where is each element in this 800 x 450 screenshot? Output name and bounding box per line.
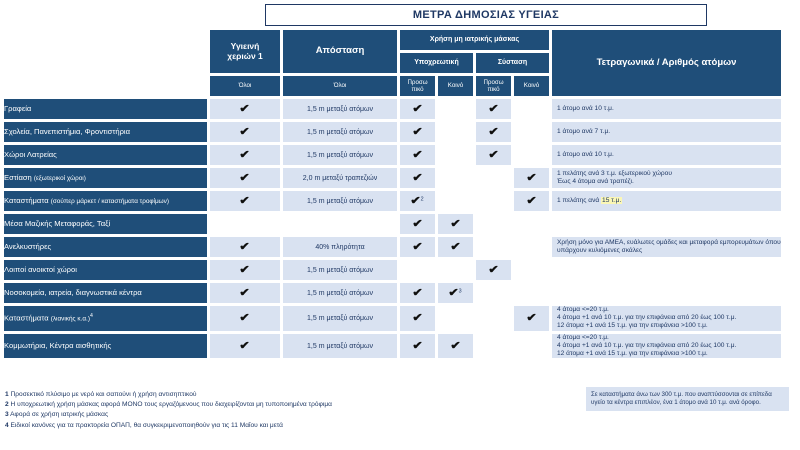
- row-label-sub: (εξωτερικοί χώροι): [33, 174, 86, 182]
- cell-mask-mandatory-public: [437, 121, 474, 143]
- cell-mask-mandatory-staff: [399, 282, 436, 304]
- row-label-text: Εστίαση: [4, 172, 32, 182]
- check-icon: ✔: [239, 102, 251, 115]
- cell-mask-recommend-public: [513, 333, 550, 360]
- cell-mask-recommend-staff: [475, 259, 512, 281]
- cell-mask-recommend-staff: [475, 144, 512, 166]
- cell-distance-text: 1,5 m μεταξύ ατόμων: [307, 289, 373, 297]
- table-header-row-1: [3, 29, 782, 51]
- cell-distance-text: 1,5 m μεταξύ ατόμων: [307, 151, 373, 159]
- check-icon: ✔: [526, 311, 537, 324]
- cell-area-persons: [551, 333, 782, 360]
- table-row: [3, 190, 782, 212]
- cell-area-persons: [551, 213, 782, 235]
- row-label: [3, 167, 208, 189]
- check-icon: ✔: [239, 339, 251, 352]
- cell-distance: [282, 98, 398, 120]
- row-label-text: Γραφεία: [4, 103, 32, 113]
- row-label-sub: (σούπερ μάρκετ / καταστήματα τροφίμων): [50, 197, 169, 205]
- cell-distance-text: 1,5 m μεταξύ ατόμων: [307, 197, 373, 205]
- cell-mask-mandatory-staff: [399, 167, 436, 189]
- check-icon: ✔: [450, 339, 461, 352]
- check-icon: ✔: [412, 240, 423, 253]
- check-icon: ✔: [239, 286, 251, 299]
- table-row: [3, 282, 782, 304]
- header-distance: Απόσταση: [282, 29, 398, 74]
- cell-mask-mandatory-staff: [399, 213, 436, 235]
- footnote-number: 4: [5, 421, 9, 429]
- cell-distance-text: 40% πληρότητα: [315, 243, 365, 251]
- cell-distance-text: 1,5 m μεταξύ ατόμων: [307, 342, 373, 350]
- cell-distance: [282, 259, 398, 281]
- measures-table: [2, 28, 783, 360]
- cell-distance: [282, 236, 398, 258]
- cell-hand-hygiene: [209, 121, 281, 143]
- page-title: [265, 4, 707, 26]
- footnote: [5, 421, 565, 431]
- cell-mask-mandatory-public: [437, 333, 474, 360]
- cell-area-line: 12 άτομα +1 ανά 15 τ.μ. για την επιφάνεια >100 τ.μ.: [557, 322, 708, 330]
- cell-area-line: 1 άτομο ανά 10 τ.μ.: [557, 104, 614, 112]
- cell-mask-mandatory-public: [437, 213, 474, 235]
- cell-hand-hygiene: [209, 144, 281, 166]
- header-sub-mandatory-staff-l1: Προσω: [407, 78, 428, 86]
- cell-mask-mandatory-staff: [399, 305, 436, 332]
- header-mask-mandatory: Υποχρεωτική: [399, 52, 474, 74]
- cell-mask-recommend-public: [513, 282, 550, 304]
- table-row: [3, 121, 782, 143]
- check-icon: ✔: [239, 194, 251, 207]
- measures-table-body: [3, 98, 782, 359]
- row-label-text: Κομμωτήρια, Κέντρα αισθητικής: [4, 340, 112, 350]
- cell-hand-hygiene: [209, 305, 281, 332]
- header-hand-hygiene-line1: Υγιεινή: [230, 40, 260, 51]
- cell-distance-text: 1,5 m μεταξύ ατόμων: [307, 128, 373, 136]
- cell-area-persons: [551, 305, 782, 332]
- check-icon: ✔: [412, 148, 423, 161]
- cell-distance: [282, 305, 398, 332]
- cell-area-line: 1 πελάτης ανά 15 τ.μ.: [557, 196, 622, 204]
- row-label: [3, 190, 208, 212]
- cell-mask-mandatory-public: [437, 144, 474, 166]
- cell-mask-mandatory-staff: [399, 259, 436, 281]
- cell-mask-mandatory-public: [437, 190, 474, 212]
- table-row: [3, 236, 782, 258]
- check-icon: ✔: [450, 240, 461, 253]
- row-label: [3, 98, 208, 120]
- check-icon: ✔: [450, 217, 461, 230]
- footnote-text: Η υποχρεωτική χρήση μάσκας αφορά ΜΟΝΟ τους εργαζόμενους που διαχειρίζονται μη τυποποιημένα τρόφιμα: [10, 401, 332, 409]
- cell-mask-mandatory-staff: [399, 144, 436, 166]
- cell-area-persons: [551, 167, 782, 189]
- cell-mask-recommend-staff: [475, 190, 512, 212]
- check-icon: ✔: [488, 263, 499, 276]
- cell-mask-recommend-public: [513, 190, 550, 212]
- header-sub-recommend-staff: [475, 75, 512, 97]
- check-icon: ✔: [239, 240, 251, 253]
- check-icon: ✔: [412, 286, 423, 299]
- side-note-text: Σε καταστήματα άνω των 300 τ.μ. που αναπτύσσονται σε επίπεδα υγείο τα κέντρα επιπλέον, ένα 1 άτομο ανά 10 τ.μ. ανά όροφο.: [591, 391, 772, 407]
- header-sub-mandatory-public: Κοινό: [437, 75, 474, 97]
- cell-hand-hygiene: [209, 282, 281, 304]
- cell-area-line: Χρήση μόνο για ΑΜΕΑ, ευάλωτες ομάδες και μεταφορά εμπορευμάτων όπου υπάρχουν κυλιόμενες σκάλες: [557, 238, 781, 254]
- cell-mask-recommend-public: [513, 259, 550, 281]
- cell-mask-mandatory-staff: [399, 190, 436, 212]
- cell-area-line: 1 άτομο ανά 10 τ.μ.: [557, 150, 614, 158]
- row-label-text: Σχολεία, Πανεπιστήμια, Φροντιστήρια: [4, 126, 130, 136]
- cell-distance: [282, 213, 398, 235]
- cell-mask-recommend-staff: [475, 236, 512, 258]
- cell-mask-recommend-staff: [475, 282, 512, 304]
- header-sub-mandatory-staff-l2: πικό: [411, 86, 424, 93]
- cell-area-persons: [551, 282, 782, 304]
- cell-mask-recommend-staff: [475, 333, 512, 360]
- cell-hand-hygiene: [209, 98, 281, 120]
- table-row: [3, 98, 782, 120]
- check-icon: ✔: [412, 102, 423, 115]
- footnote: [5, 390, 565, 400]
- cell-hand-hygiene: [209, 213, 281, 235]
- cell-distance-text: 1,5 m μεταξύ ατόμων: [307, 314, 373, 322]
- check-icon: ✔: [412, 171, 423, 184]
- cell-hand-hygiene: [209, 259, 281, 281]
- row-label-text: Καταστήματα: [4, 195, 49, 205]
- cell-area-persons: [551, 190, 782, 212]
- cell-distance: [282, 144, 398, 166]
- row-label: [3, 333, 208, 360]
- row-label: [3, 121, 208, 143]
- header-sub-mandatory-staff: [399, 75, 436, 97]
- row-label-text: Νοσοκομεία, ιατρεία, διαγνωστικά κέντρα: [4, 287, 142, 297]
- cell-distance-text: 2,0 m μεταξύ τραπεζιών: [302, 174, 378, 182]
- row-label: [3, 305, 208, 332]
- cell-hand-hygiene: [209, 236, 281, 258]
- cell-mask-mandatory-staff: [399, 236, 436, 258]
- cell-area-line: 12 άτομα +1 ανά 15 τ.μ. για την επιφάνεια >100 τ.μ.: [557, 350, 708, 358]
- check-icon: ✔: [239, 311, 251, 324]
- table-row: [3, 213, 782, 235]
- row-label-text: Καταστήματα: [4, 313, 49, 323]
- row-label-text: Ανελκυστήρες: [4, 241, 52, 251]
- cell-mask-recommend-staff: [475, 121, 512, 143]
- row-label-note: 4: [89, 312, 93, 319]
- check-icon: ✔: [412, 311, 423, 324]
- check-icon: ✔: [410, 194, 422, 207]
- cell-mask-mandatory-staff: [399, 98, 436, 120]
- cell-hand-hygiene: [209, 167, 281, 189]
- cell-mask-mandatory-staff: [399, 121, 436, 143]
- check-icon: ✔: [239, 125, 251, 138]
- check-icon: ✔: [412, 217, 423, 230]
- cell-mask-recommend-public: [513, 167, 550, 189]
- cell-area-line: 1 άτομο ανά 7 τ.μ.: [557, 127, 611, 135]
- check-icon: ✔: [412, 339, 423, 352]
- table-row: [3, 167, 782, 189]
- footnote-number: 3: [5, 411, 9, 419]
- cell-distance: [282, 167, 398, 189]
- check-icon: ✔: [239, 171, 251, 184]
- header-sub-distance-all: Όλοι: [282, 75, 398, 97]
- cell-hand-hygiene: [209, 190, 281, 212]
- table-row: [3, 259, 782, 281]
- table-row: [3, 333, 782, 360]
- header-area-persons: Τετραγωνικά / Αριθμός ατόμων: [551, 29, 782, 97]
- header-corner-spacer: [3, 29, 208, 51]
- cell-distance-text: 1,5 m μεταξύ ατόμων: [307, 105, 373, 113]
- row-label: [3, 144, 208, 166]
- cell-area-line: 1 πελάτης ανά 3 τ.μ. εξωτερικού χώρου: [557, 169, 672, 177]
- check-note: 3: [458, 288, 462, 295]
- cell-mask-recommend-public: [513, 144, 550, 166]
- footnote-text: Ειδικοί κανόνες για τα πρακτορεία ΟΠΑΠ, θα συγκεκριμενοποιηθούν για τις 11 Μαΐου και μετά: [10, 421, 283, 429]
- row-label-sub: (λιανικής κ.α.): [50, 315, 90, 323]
- cell-mask-mandatory-staff: [399, 333, 436, 360]
- cell-distance: [282, 282, 398, 304]
- header-mask-recommended: Σύσταση: [475, 52, 550, 74]
- cell-mask-mandatory-public: [437, 236, 474, 258]
- cell-mask-mandatory-public: [437, 259, 474, 281]
- check-icon: ✔: [526, 194, 537, 207]
- check-note: 2: [420, 196, 424, 203]
- cell-area-line: 4 άτομα <=20 τ.μ.: [557, 306, 609, 313]
- check-icon: ✔: [239, 148, 251, 161]
- cell-distance-text: 1,5 m μεταξύ ατόμων: [307, 266, 373, 274]
- cell-mask-mandatory-public: [437, 282, 474, 304]
- cell-mask-recommend-public: [513, 305, 550, 332]
- cell-area-line: 4 άτομα +1 ανά 10 τ.μ. για την επιφάνεια από 20 έως 100 τ.μ.: [557, 314, 737, 322]
- check-icon: ✔: [488, 125, 499, 138]
- cell-mask-mandatory-public: [437, 305, 474, 332]
- cell-distance: [282, 333, 398, 360]
- check-icon: ✔: [526, 171, 537, 184]
- cell-distance: [282, 121, 398, 143]
- header-sub-recommend-public: Κοινό: [513, 75, 550, 97]
- row-label-text: Χώροι Λατρείας: [4, 149, 57, 159]
- footnote-number: 2: [5, 401, 9, 409]
- page-title-text: ΜΕΤΡΑ ΔΗΜΟΣΙΑΣ ΥΓΕΙΑΣ: [412, 9, 560, 21]
- row-label-text: Μέσα Μαζικής Μεταφοράς, Ταξί: [4, 218, 111, 228]
- cell-area-persons: [551, 98, 782, 120]
- row-label: [3, 259, 208, 281]
- cell-mask-recommend-public: [513, 236, 550, 258]
- cell-mask-recommend-staff: [475, 167, 512, 189]
- header-hand-hygiene: [209, 29, 281, 74]
- row-label: [3, 213, 208, 235]
- table-row: [3, 144, 782, 166]
- row-label: [3, 236, 208, 258]
- header-sub-recommend-staff-l1: Προσω: [483, 78, 504, 86]
- cell-mask-recommend-public: [513, 98, 550, 120]
- cell-hand-hygiene: [209, 333, 281, 360]
- cell-distance: [282, 190, 398, 212]
- check-icon: ✔: [488, 102, 499, 115]
- cell-mask-recommend-public: [513, 213, 550, 235]
- header-sub-hands-all: Όλοι: [209, 75, 281, 97]
- cell-area-persons: [551, 259, 782, 281]
- footnote: [5, 410, 565, 420]
- header-hand-hygiene-line2: χεριών 1: [227, 50, 263, 61]
- cell-mask-recommend-staff: [475, 305, 512, 332]
- cell-area-persons: [551, 144, 782, 166]
- cell-area-persons: [551, 121, 782, 143]
- cell-area-line: 4 άτομα <=20 τ.μ.: [557, 333, 609, 341]
- cell-mask-mandatory-public: [437, 167, 474, 189]
- row-label: [3, 282, 208, 304]
- check-icon: ✔: [448, 286, 460, 299]
- row-label-text: Λοιποί ανοικτοί χώροι: [4, 264, 77, 274]
- side-note: [585, 386, 790, 412]
- header-mask-group: Χρήση μη ιατρικής μάσκας: [399, 29, 550, 51]
- header-corner-spacer-3: [3, 75, 208, 97]
- table-row: [3, 305, 782, 332]
- footnote-number: 1: [5, 391, 9, 398]
- header-corner-spacer-2: [3, 52, 208, 74]
- footnotes: [5, 390, 565, 431]
- check-icon: ✔: [488, 148, 499, 161]
- cell-mask-recommend-public: [513, 121, 550, 143]
- footnote-text: Αφορά σε χρήση ιατρικής μάσκας: [10, 411, 109, 419]
- footnote-text: Προσεκτικό πλύσιμο με νερό και σαπούνι ή χρήση αντισηπτικού: [10, 391, 197, 398]
- cell-area-line: 4 άτομα +1 ανά 10 τ.μ. για την επιφάνεια από 20 έως 100 τ.μ.: [557, 341, 737, 349]
- header-sub-recommend-staff-l2: πικό: [487, 86, 500, 93]
- check-icon: ✔: [239, 263, 251, 276]
- cell-mask-recommend-staff: [475, 98, 512, 120]
- footnote: [5, 400, 565, 410]
- cell-area-line: Έως 4 άτομα ανά τραπέζι.: [557, 178, 634, 185]
- cell-mask-recommend-staff: [475, 213, 512, 235]
- cell-area-persons: [551, 236, 782, 258]
- cell-mask-mandatory-public: [437, 98, 474, 120]
- check-icon: ✔: [412, 125, 423, 138]
